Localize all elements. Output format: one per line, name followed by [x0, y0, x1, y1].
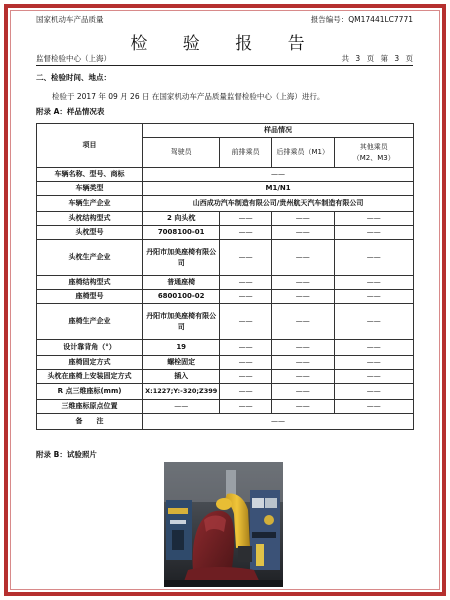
table-row: [37, 370, 414, 384]
header-org: 国家机动车产品质量: [36, 15, 104, 24]
row-label: 座椅结构型式: [37, 276, 143, 290]
table-row: [37, 212, 414, 226]
row-span-value: ——: [143, 414, 414, 430]
col-header-other-line1: 其他乘员: [359, 142, 388, 151]
row-label: 车辆名称、型号、商标: [37, 168, 143, 182]
section2-heading: 二、检验时间、地点：: [36, 73, 111, 82]
col-header-other-line2: （M2、M3）: [352, 153, 395, 162]
cell-rear: ——: [271, 240, 334, 276]
table-row: [37, 240, 414, 276]
table-row: [37, 414, 414, 430]
row-label: 设计靠背角（°）: [37, 340, 143, 356]
cell-rear: ——: [271, 304, 334, 340]
cell-other: ——: [334, 240, 413, 276]
col-header-rear-passenger: 后排乘员（M1）: [271, 138, 334, 168]
row-label: 头枕生产企业: [37, 240, 143, 276]
row-label: 头枕结构型式: [37, 212, 143, 226]
cell-other: ——: [334, 356, 413, 370]
page-title: 检 验 报 告: [130, 34, 320, 54]
cell-driver: 6800100-02: [143, 290, 220, 304]
cell-driver: 插入: [143, 370, 220, 384]
cell-front: ——: [220, 400, 272, 414]
section2-text: 检验于 2017 年 09 月 26 日 在国家机动车产品质量监督检验中心（上海）进行。: [52, 92, 325, 101]
cell-rear: ——: [271, 356, 334, 370]
table-row: [37, 400, 414, 414]
row-span-value: 山西成功汽车制造有限公司/贵州航天汽车制造有限公司: [143, 196, 414, 212]
row-span-value: ——: [143, 168, 414, 182]
row-label: 三维座标原点位置: [37, 400, 143, 414]
cell-rear: ——: [271, 370, 334, 384]
cell-rear: ——: [271, 400, 334, 414]
row-label: R 点三维座标(mm): [37, 384, 143, 400]
table-row: [37, 340, 414, 356]
cell-front: ——: [220, 226, 272, 240]
cell-front: ——: [220, 240, 272, 276]
cell-other: ——: [334, 340, 413, 356]
appendix-a-heading: 附录 A：样品情况表: [36, 107, 105, 116]
table-header-group: 样品情况: [143, 124, 414, 138]
cell-driver: 2 向头枕: [143, 212, 220, 226]
cell-driver: 7008100-01: [143, 226, 220, 240]
cell-other: ——: [334, 384, 413, 400]
cell-other: ——: [334, 226, 413, 240]
cell-front: ——: [220, 384, 272, 400]
row-label: 头枕在座椅上安装固定方式: [37, 370, 143, 384]
cell-driver: 螺栓固定: [143, 356, 220, 370]
cell-rear: ——: [271, 276, 334, 290]
table-row: [37, 196, 414, 212]
table-header-item: 项目: [37, 124, 143, 168]
cell-other: ——: [334, 304, 413, 340]
table-row: [37, 304, 414, 340]
row-label: 座椅生产企业: [37, 304, 143, 340]
row-label: 座椅型号: [37, 290, 143, 304]
cell-rear: ——: [271, 226, 334, 240]
header-divider: [36, 65, 413, 66]
cell-rear: ——: [271, 340, 334, 356]
appendix-b-heading: 附录 B：试验照片: [36, 450, 97, 459]
col-header-other-passenger: [334, 138, 413, 168]
subheader-center: 监督检验中心（上海）: [36, 54, 111, 63]
cell-driver: ——: [143, 400, 220, 414]
table-row: [37, 168, 414, 182]
table-row: [37, 356, 414, 370]
subheader-pages: 共 3 页 第 3 页: [341, 54, 413, 63]
subheader: [36, 53, 413, 65]
row-label: 车辆类型: [37, 182, 143, 196]
row-span-value: M1/N1: [143, 182, 414, 196]
cell-other: ——: [334, 276, 413, 290]
row-label: 座椅固定方式: [37, 356, 143, 370]
col-header-front-passenger: 前排乘员: [220, 138, 272, 168]
sample-table: [36, 123, 414, 430]
cell-front: ——: [220, 290, 272, 304]
table-row: [37, 290, 414, 304]
cell-other: ——: [334, 212, 413, 226]
cell-rear: ——: [271, 384, 334, 400]
table-row: [37, 276, 414, 290]
cell-driver: 普通座椅: [143, 276, 220, 290]
table-row: [37, 226, 414, 240]
col-header-driver: 驾驶员: [143, 138, 220, 168]
cell-front: ——: [220, 340, 272, 356]
cell-driver: 丹阳市加美座椅有限公司: [143, 304, 220, 340]
row-label: 备 注: [37, 414, 143, 430]
cell-rear: ——: [271, 290, 334, 304]
cell-driver: 丹阳市加美座椅有限公司: [143, 240, 220, 276]
cell-other: ——: [334, 400, 413, 414]
cell-other: ——: [334, 370, 413, 384]
cell-driver: 19: [143, 340, 220, 356]
cell-front: ——: [220, 356, 272, 370]
cell-front: ——: [220, 304, 272, 340]
table-row: [37, 182, 414, 196]
cell-rear: ——: [271, 212, 334, 226]
cell-front: ——: [220, 276, 272, 290]
row-label: 头枕型号: [37, 226, 143, 240]
test-photo: [164, 462, 283, 587]
test-photo-illustration: [164, 462, 283, 587]
cell-other: ——: [334, 290, 413, 304]
cell-front: ——: [220, 212, 272, 226]
cell-driver: X:1227;Y:-320;Z399: [143, 384, 220, 400]
header-report-number: 报告编号：QM17441LC7771: [310, 15, 413, 24]
table-row: [37, 384, 414, 400]
cell-front: ——: [220, 370, 272, 384]
row-label: 车辆生产企业: [37, 196, 143, 212]
